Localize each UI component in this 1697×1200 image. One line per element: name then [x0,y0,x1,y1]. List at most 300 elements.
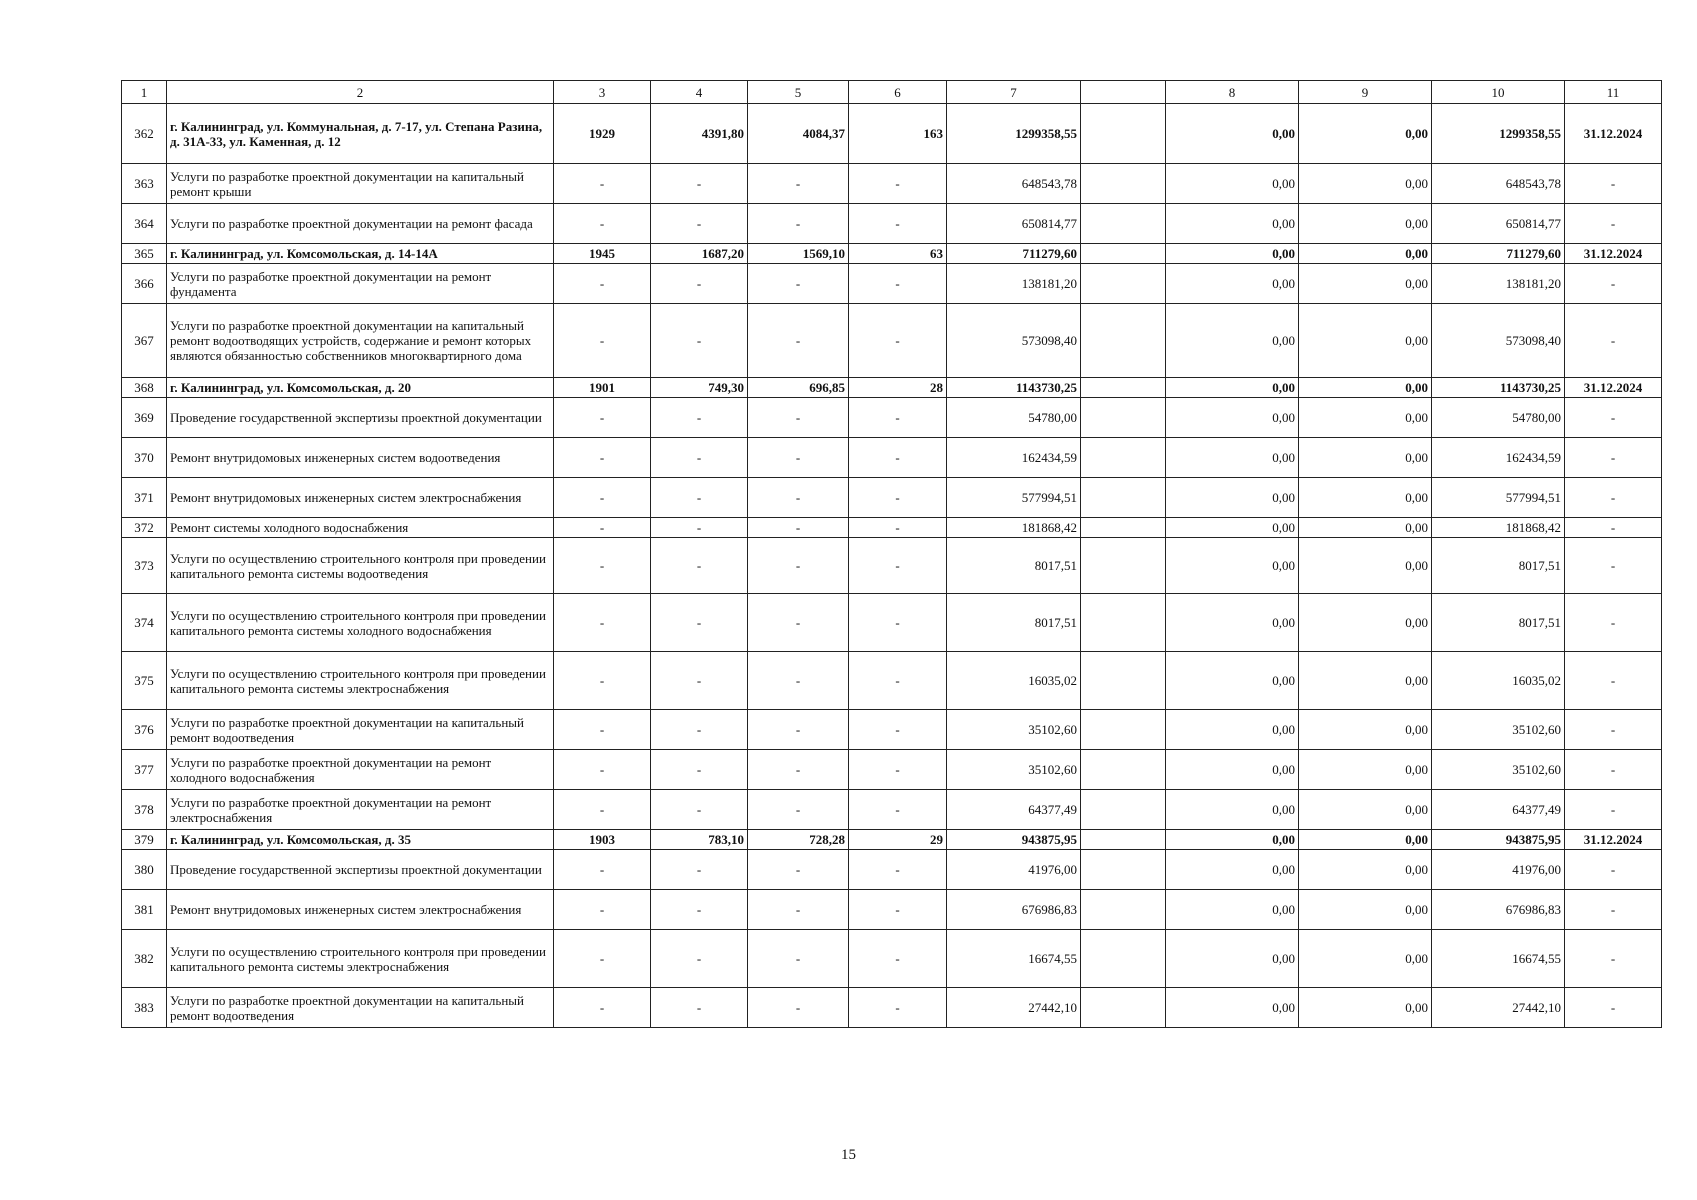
row-number-cell: 380 [122,850,167,890]
value-cell-c6: - [849,164,947,204]
value-cell-c10: 650814,77 [1432,204,1565,244]
value-cell-c4: - [651,264,748,304]
value-cell-c5: - [748,398,849,438]
blank-cell [1081,518,1166,538]
value-cell-c6: - [849,304,947,378]
value-cell-c9: 0,00 [1299,378,1432,398]
table-row [122,264,1662,304]
value-cell-c7: 1299358,55 [947,104,1081,164]
value-cell-c8: 0,00 [1166,594,1299,652]
value-cell-c8: 0,00 [1166,710,1299,750]
row-number-cell: 366 [122,264,167,304]
page-number: 15 [841,1147,856,1163]
blank-cell [1081,850,1166,890]
value-cell-c6: - [849,438,947,478]
value-cell-c5: 728,28 [748,830,849,850]
header-cell: 7 [947,81,1081,104]
value-cell-c9: 0,00 [1299,244,1432,264]
value-cell-c4: 783,10 [651,830,748,850]
value-cell-c11: 31.12.2024 [1565,244,1662,264]
row-number-cell: 371 [122,478,167,518]
description-cell: Услуги по осуществлению строительного контроля при проведении капитального ремонта системы электроснабжения [167,930,554,988]
value-cell-c6: - [849,478,947,518]
description-cell: Услуги по разработке проектной документации на ремонт фундамента [167,264,554,304]
table-row [122,790,1662,830]
value-cell-c10: 8017,51 [1432,594,1565,652]
value-cell-c3: - [554,438,651,478]
blank-cell [1081,710,1166,750]
description-cell: Ремонт системы холодного водоснабжения [167,518,554,538]
value-cell-c10: 35102,60 [1432,710,1565,750]
description-cell: Услуги по разработке проектной документации на капитальный ремонт водоотведения [167,710,554,750]
value-cell-c4: - [651,710,748,750]
value-cell-c9: 0,00 [1299,264,1432,304]
value-cell-c5: - [748,790,849,830]
value-cell-c8: 0,00 [1166,750,1299,790]
value-cell-c10: 181868,42 [1432,518,1565,538]
value-cell-c10: 16674,55 [1432,930,1565,988]
value-cell-c11: - [1565,988,1662,1028]
value-cell-c10: 676986,83 [1432,890,1565,930]
value-cell-c9: 0,00 [1299,478,1432,518]
value-cell-c3: 1945 [554,244,651,264]
value-cell-c9: 0,00 [1299,594,1432,652]
value-cell-c6: - [849,264,947,304]
value-cell-c9: 0,00 [1299,830,1432,850]
value-cell-c7: 138181,20 [947,264,1081,304]
value-cell-c3: - [554,850,651,890]
header-cell: 1 [122,81,167,104]
row-number-cell: 363 [122,164,167,204]
blank-cell [1081,750,1166,790]
value-cell-c10: 577994,51 [1432,478,1565,518]
value-cell-c10: 138181,20 [1432,264,1565,304]
row-number-cell: 364 [122,204,167,244]
value-cell-c11: - [1565,264,1662,304]
value-cell-c9: 0,00 [1299,652,1432,710]
value-cell-c7: 943875,95 [947,830,1081,850]
value-cell-c11: - [1565,164,1662,204]
value-cell-c3: - [554,204,651,244]
value-cell-c9: 0,00 [1299,204,1432,244]
value-cell-c5: - [748,988,849,1028]
value-cell-c7: 41976,00 [947,850,1081,890]
value-cell-c11: - [1565,850,1662,890]
value-cell-c8: 0,00 [1166,850,1299,890]
row-number-cell: 376 [122,710,167,750]
table-row [122,398,1662,438]
description-cell: Проведение государственной экспертизы проектной документации [167,398,554,438]
table-row [122,438,1662,478]
table-row [122,750,1662,790]
value-cell-c4: - [651,594,748,652]
table-row [122,830,1662,850]
table-row [122,652,1662,710]
table-row [122,594,1662,652]
value-cell-c6: - [849,594,947,652]
blank-cell [1081,304,1166,378]
description-cell: г. Калининград, ул. Коммунальная, д. 7-17, ул. Степана Разина, д. 31А-33, ул. Каменная, д. 12 [167,104,554,164]
description-cell: Услуги по осуществлению строительного контроля при проведении капитального ремонта системы холодного водоснабжения [167,594,554,652]
value-cell-c4: - [651,164,748,204]
value-cell-c5: - [748,204,849,244]
value-cell-c4: - [651,790,748,830]
blank-cell [1081,988,1166,1028]
value-cell-c9: 0,00 [1299,988,1432,1028]
value-cell-c6: - [849,790,947,830]
value-cell-c8: 0,00 [1166,264,1299,304]
value-cell-c8: 0,00 [1166,244,1299,264]
table-row [122,850,1662,890]
value-cell-c11: - [1565,438,1662,478]
value-cell-c10: 27442,10 [1432,988,1565,1028]
value-cell-c11: - [1565,710,1662,750]
value-cell-c8: 0,00 [1166,398,1299,438]
value-cell-c4: - [651,398,748,438]
blank-cell [1081,594,1166,652]
value-cell-c10: 41976,00 [1432,850,1565,890]
row-number-cell: 369 [122,398,167,438]
row-number-cell: 362 [122,104,167,164]
description-cell: Ремонт внутридомовых инженерных систем электроснабжения [167,478,554,518]
value-cell-c11: - [1565,538,1662,594]
description-cell: Услуги по осуществлению строительного контроля при проведении капитального ремонта системы водоотведения [167,538,554,594]
value-cell-c6: 63 [849,244,947,264]
value-cell-c3: - [554,594,651,652]
value-cell-c10: 648543,78 [1432,164,1565,204]
header-cell: 2 [167,81,554,104]
value-cell-c8: 0,00 [1166,790,1299,830]
blank-cell [1081,652,1166,710]
value-cell-c7: 650814,77 [947,204,1081,244]
table-row [122,518,1662,538]
value-cell-c5: - [748,538,849,594]
value-cell-c6: - [849,710,947,750]
row-number-cell: 381 [122,890,167,930]
value-cell-c10: 35102,60 [1432,750,1565,790]
blank-cell [1081,790,1166,830]
value-cell-c4: - [651,850,748,890]
value-cell-c3: 1929 [554,104,651,164]
blank-cell [1081,378,1166,398]
value-cell-c3: - [554,988,651,1028]
value-cell-c9: 0,00 [1299,164,1432,204]
value-cell-c7: 35102,60 [947,750,1081,790]
value-cell-c4: - [651,204,748,244]
value-cell-c4: 749,30 [651,378,748,398]
value-cell-c11: - [1565,652,1662,710]
value-cell-c8: 0,00 [1166,930,1299,988]
value-cell-c3: - [554,304,651,378]
value-cell-c3: - [554,518,651,538]
value-cell-c4: - [651,988,748,1028]
value-cell-c11: - [1565,304,1662,378]
description-cell: Услуги по разработке проектной документации на ремонт холодного водоснабжения [167,750,554,790]
value-cell-c5: - [748,518,849,538]
value-cell-c10: 1299358,55 [1432,104,1565,164]
value-cell-c6: - [849,518,947,538]
value-cell-c11: 31.12.2024 [1565,830,1662,850]
value-cell-c5: - [748,594,849,652]
value-cell-c7: 577994,51 [947,478,1081,518]
value-cell-c11: - [1565,930,1662,988]
description-cell: Услуги по разработке проектной документации на капитальный ремонт крыши [167,164,554,204]
row-number-cell: 367 [122,304,167,378]
value-cell-c9: 0,00 [1299,850,1432,890]
value-cell-c5: - [748,850,849,890]
blank-cell [1081,104,1166,164]
value-cell-c9: 0,00 [1299,518,1432,538]
value-cell-c6: - [849,850,947,890]
value-cell-c5: - [748,304,849,378]
value-cell-c11: - [1565,750,1662,790]
value-cell-c8: 0,00 [1166,304,1299,378]
value-cell-c10: 711279,60 [1432,244,1565,264]
header-cell: 5 [748,81,849,104]
value-cell-c11: - [1565,790,1662,830]
value-cell-c4: - [651,438,748,478]
table-row [122,478,1662,518]
value-cell-c3: - [554,398,651,438]
row-number-cell: 377 [122,750,167,790]
header-cell: 11 [1565,81,1662,104]
value-cell-c5: - [748,750,849,790]
value-cell-c8: 0,00 [1166,438,1299,478]
value-cell-c8: 0,00 [1166,890,1299,930]
value-cell-c3: - [554,538,651,594]
value-cell-c6: - [849,890,947,930]
value-cell-c11: - [1565,518,1662,538]
table-row [122,204,1662,244]
value-cell-c3: - [554,930,651,988]
value-cell-c6: - [849,750,947,790]
header-cell: 9 [1299,81,1432,104]
value-cell-c7: 162434,59 [947,438,1081,478]
value-cell-c6: - [849,988,947,1028]
value-cell-c5: - [748,710,849,750]
row-number-cell: 375 [122,652,167,710]
row-number-cell: 365 [122,244,167,264]
value-cell-c4: 4391,80 [651,104,748,164]
table-row [122,988,1662,1028]
description-cell: Ремонт внутридомовых инженерных систем электроснабжения [167,890,554,930]
value-cell-c5: - [748,930,849,988]
blank-cell [1081,890,1166,930]
value-cell-c5: 696,85 [748,378,849,398]
row-number-cell: 382 [122,930,167,988]
header-cell: 6 [849,81,947,104]
value-cell-c9: 0,00 [1299,398,1432,438]
header-cell: 10 [1432,81,1565,104]
description-cell: Услуги по разработке проектной документации на капитальный ремонт водоотведения [167,988,554,1028]
value-cell-c4: - [651,652,748,710]
value-cell-c5: - [748,478,849,518]
value-cell-c3: - [554,890,651,930]
table-row [122,304,1662,378]
row-number-cell: 370 [122,438,167,478]
value-cell-c3: - [554,710,651,750]
value-cell-c3: - [554,790,651,830]
value-cell-c11: 31.12.2024 [1565,104,1662,164]
value-cell-c9: 0,00 [1299,930,1432,988]
value-cell-c3: - [554,478,651,518]
value-cell-c3: 1901 [554,378,651,398]
blank-cell [1081,244,1166,264]
value-cell-c4: - [651,518,748,538]
value-cell-c5: 4084,37 [748,104,849,164]
value-cell-c10: 943875,95 [1432,830,1565,850]
value-cell-c9: 0,00 [1299,890,1432,930]
header-cell: 4 [651,81,748,104]
value-cell-c5: - [748,264,849,304]
description-cell: Услуги по осуществлению строительного контроля при проведении капитального ремонта системы электроснабжения [167,652,554,710]
value-cell-c9: 0,00 [1299,790,1432,830]
value-cell-c8: 0,00 [1166,204,1299,244]
value-cell-c5: - [748,890,849,930]
description-cell: г. Калининград, ул. Комсомольская, д. 14-14А [167,244,554,264]
value-cell-c3: - [554,164,651,204]
table-row [122,244,1662,264]
value-cell-c4: 1687,20 [651,244,748,264]
table-row [122,538,1662,594]
value-cell-c9: 0,00 [1299,538,1432,594]
value-cell-c8: 0,00 [1166,538,1299,594]
value-cell-c10: 16035,02 [1432,652,1565,710]
value-cell-c4: - [651,538,748,594]
value-cell-c10: 54780,00 [1432,398,1565,438]
capital-repair-table [121,80,1662,1028]
value-cell-c7: 16674,55 [947,930,1081,988]
value-cell-c5: - [748,164,849,204]
table-row [122,710,1662,750]
value-cell-c5: 1569,10 [748,244,849,264]
value-cell-c8: 0,00 [1166,518,1299,538]
blank-cell [1081,438,1166,478]
row-number-cell: 373 [122,538,167,594]
value-cell-c8: 0,00 [1166,378,1299,398]
value-cell-c7: 35102,60 [947,710,1081,750]
table-row [122,378,1662,398]
value-cell-c7: 8017,51 [947,538,1081,594]
value-cell-c4: - [651,930,748,988]
value-cell-c9: 0,00 [1299,438,1432,478]
value-cell-c8: 0,00 [1166,164,1299,204]
blank-cell [1081,830,1166,850]
description-cell: Услуги по разработке проектной документации на ремонт фасада [167,204,554,244]
value-cell-c3: 1903 [554,830,651,850]
value-cell-c10: 8017,51 [1432,538,1565,594]
blank-cell [1081,398,1166,438]
description-cell: Услуги по разработке проектной документации на капитальный ремонт водоотводящих устройств, содержание и ремонт которых являются обязанностью собственников многоквартирного дома [167,304,554,378]
value-cell-c11: - [1565,398,1662,438]
row-number-cell: 378 [122,790,167,830]
value-cell-c4: - [651,304,748,378]
description-cell: Услуги по разработке проектной документации на ремонт электроснабжения [167,790,554,830]
value-cell-c7: 648543,78 [947,164,1081,204]
value-cell-c10: 573098,40 [1432,304,1565,378]
row-number-cell: 372 [122,518,167,538]
value-cell-c9: 0,00 [1299,104,1432,164]
header-cell [1081,81,1166,104]
value-cell-c10: 1143730,25 [1432,378,1565,398]
value-cell-c7: 711279,60 [947,244,1081,264]
value-cell-c7: 64377,49 [947,790,1081,830]
description-cell: Проведение государственной экспертизы проектной документации [167,850,554,890]
value-cell-c6: - [849,538,947,594]
value-cell-c9: 0,00 [1299,304,1432,378]
value-cell-c8: 0,00 [1166,652,1299,710]
row-number-cell: 374 [122,594,167,652]
value-cell-c10: 64377,49 [1432,790,1565,830]
description-cell: г. Калининград, ул. Комсомольская, д. 20 [167,378,554,398]
value-cell-c7: 16035,02 [947,652,1081,710]
value-cell-c6: - [849,930,947,988]
value-cell-c6: 29 [849,830,947,850]
table-row [122,164,1662,204]
value-cell-c4: - [651,890,748,930]
row-number-cell: 383 [122,988,167,1028]
value-cell-c5: - [748,652,849,710]
description-cell: г. Калининград, ул. Комсомольская, д. 35 [167,830,554,850]
value-cell-c10: 162434,59 [1432,438,1565,478]
value-cell-c3: - [554,652,651,710]
value-cell-c11: 31.12.2024 [1565,378,1662,398]
value-cell-c6: 28 [849,378,947,398]
value-cell-c7: 27442,10 [947,988,1081,1028]
value-cell-c8: 0,00 [1166,988,1299,1028]
description-cell: Ремонт внутридомовых инженерных систем водоотведения [167,438,554,478]
value-cell-c11: - [1565,890,1662,930]
value-cell-c7: 54780,00 [947,398,1081,438]
value-cell-c6: - [849,398,947,438]
row-number-cell: 368 [122,378,167,398]
value-cell-c7: 181868,42 [947,518,1081,538]
value-cell-c6: 163 [849,104,947,164]
value-cell-c3: - [554,750,651,790]
value-cell-c7: 1143730,25 [947,378,1081,398]
value-cell-c6: - [849,204,947,244]
header-cell: 3 [554,81,651,104]
table-row [122,890,1662,930]
row-number-cell: 379 [122,830,167,850]
value-cell-c6: - [849,652,947,710]
value-cell-c4: - [651,478,748,518]
value-cell-c9: 0,00 [1299,710,1432,750]
value-cell-c7: 573098,40 [947,304,1081,378]
blank-cell [1081,164,1166,204]
blank-cell [1081,478,1166,518]
blank-cell [1081,264,1166,304]
value-cell-c7: 676986,83 [947,890,1081,930]
value-cell-c11: - [1565,594,1662,652]
column-number-header-row [122,81,1662,104]
value-cell-c8: 0,00 [1166,478,1299,518]
blank-cell [1081,930,1166,988]
blank-cell [1081,538,1166,594]
value-cell-c8: 0,00 [1166,104,1299,164]
value-cell-c4: - [651,750,748,790]
value-cell-c7: 8017,51 [947,594,1081,652]
value-cell-c11: - [1565,478,1662,518]
value-cell-c9: 0,00 [1299,750,1432,790]
value-cell-c8: 0,00 [1166,830,1299,850]
blank-cell [1081,204,1166,244]
header-cell: 8 [1166,81,1299,104]
table-row [122,930,1662,988]
value-cell-c3: - [554,264,651,304]
value-cell-c5: - [748,438,849,478]
value-cell-c11: - [1565,204,1662,244]
